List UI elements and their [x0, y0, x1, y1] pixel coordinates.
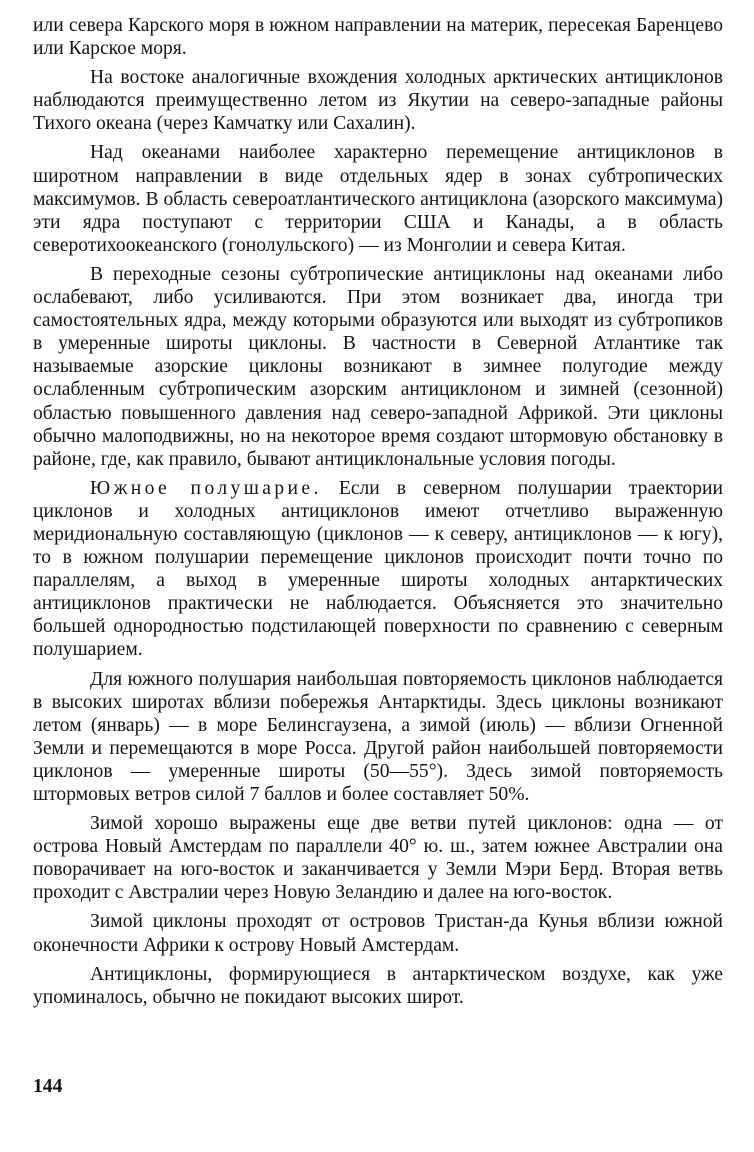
paragraph-6: Для южного полушария наибольшая повторяемость циклонов наблюдается в высоких широтах вблизи побережья Антарктиды. Здесь циклоны возникают летом (январь) — в море Белинсгаузена, а зимой (июль) — вблизи Огненной Земли и перемещаются в море Росса. Другой район наибольшей повторяемости циклонов — умеренные широты (50—55°). Здесь зимой повторяемость штормовых ветров силой 7 баллов и более составляет 50%.	[33, 668, 723, 805]
paragraph-2: На востоке аналогичные вхождения холодных арктических антициклонов наблюдаются преимущественно летом из Якутии на северо-западные районы Тихого океана (через Камчатку или Сахалин).	[33, 67, 723, 135]
paragraph-7: Зимой хорошо выражены еще две ветви путей циклонов: одна — от острова Новый Амстердам по параллели 40° ю. ш., затем южнее Австралии она поворачивает на юго-восток и заканчивается у Земли Мэри Берд. Вторая ветвь проходит с Австралии через Новую Зеландию и далее на юго-восток.	[33, 813, 723, 904]
page-number: 144	[33, 1076, 63, 1097]
paragraph-3: Над океанами наиболее характерно перемещение антициклонов в широтном направлении в виде отдельных ядер в зонах субтропических максимумов. В область североатлантического антициклона (азорского максимума) эти ядра поступают с территории США и Канады, а в область северотихоокеанского (гонолульского) — из Монголии и севера Китая.	[33, 142, 723, 256]
paragraph-1: или севера Карского моря в южном направлении на материк, пересекая Баренцево или Карское моря.	[33, 15, 723, 60]
southern-text: Если в северном полушарии траектории циклонов и холодных антициклонов имеют отчетливо выраженную меридиональную составляющую (циклонов — к северу, антициклонов — к югу), то в южном полушарии перемещение циклонов происходит почти точно по параллелям, а выход в умеренные широты холодных антарктических антициклонов практически не наблюдается. Объясняется это значительно большей однородностью подстилающей поверхности по сравнению с северным полушарием.	[33, 477, 723, 661]
section-heading-southern: Южное полушарие.	[90, 477, 322, 499]
paragraph-9: Антициклоны, формирующиеся в антарктическом воздухе, как уже упоминалось, обычно не покидают высоких широт.	[33, 963, 723, 1008]
paragraph-southern-hemisphere	[33, 477, 723, 662]
page-text	[33, 14, 723, 1015]
paragraph-4: В переходные сезоны субтропические антициклоны над океанами либо ослабевают, либо усиливаются. При этом возникает два, иногда три самостоятельных ядра, между которыми образуются или выходят из субтропиков в умеренные широты циклоны. В частности в Северной Атлантике так называемые азорские циклоны возникают в зимнее полугодие между ослабленным субтропическим азорским антициклоном и зимней (сезонной) областью повышенного давления над северо-западной Африкой. Эти циклоны обычно малоподвижны, но на некоторое время создают штормовую обстановку в районе, где, как правило, бывают антициклональные условия погоды.	[33, 263, 723, 470]
paragraph-8: Зимой циклоны проходят от островов Тристан-да Кунья вблизи южной оконечности Африки к острову Новый Амстердам.	[33, 911, 723, 956]
